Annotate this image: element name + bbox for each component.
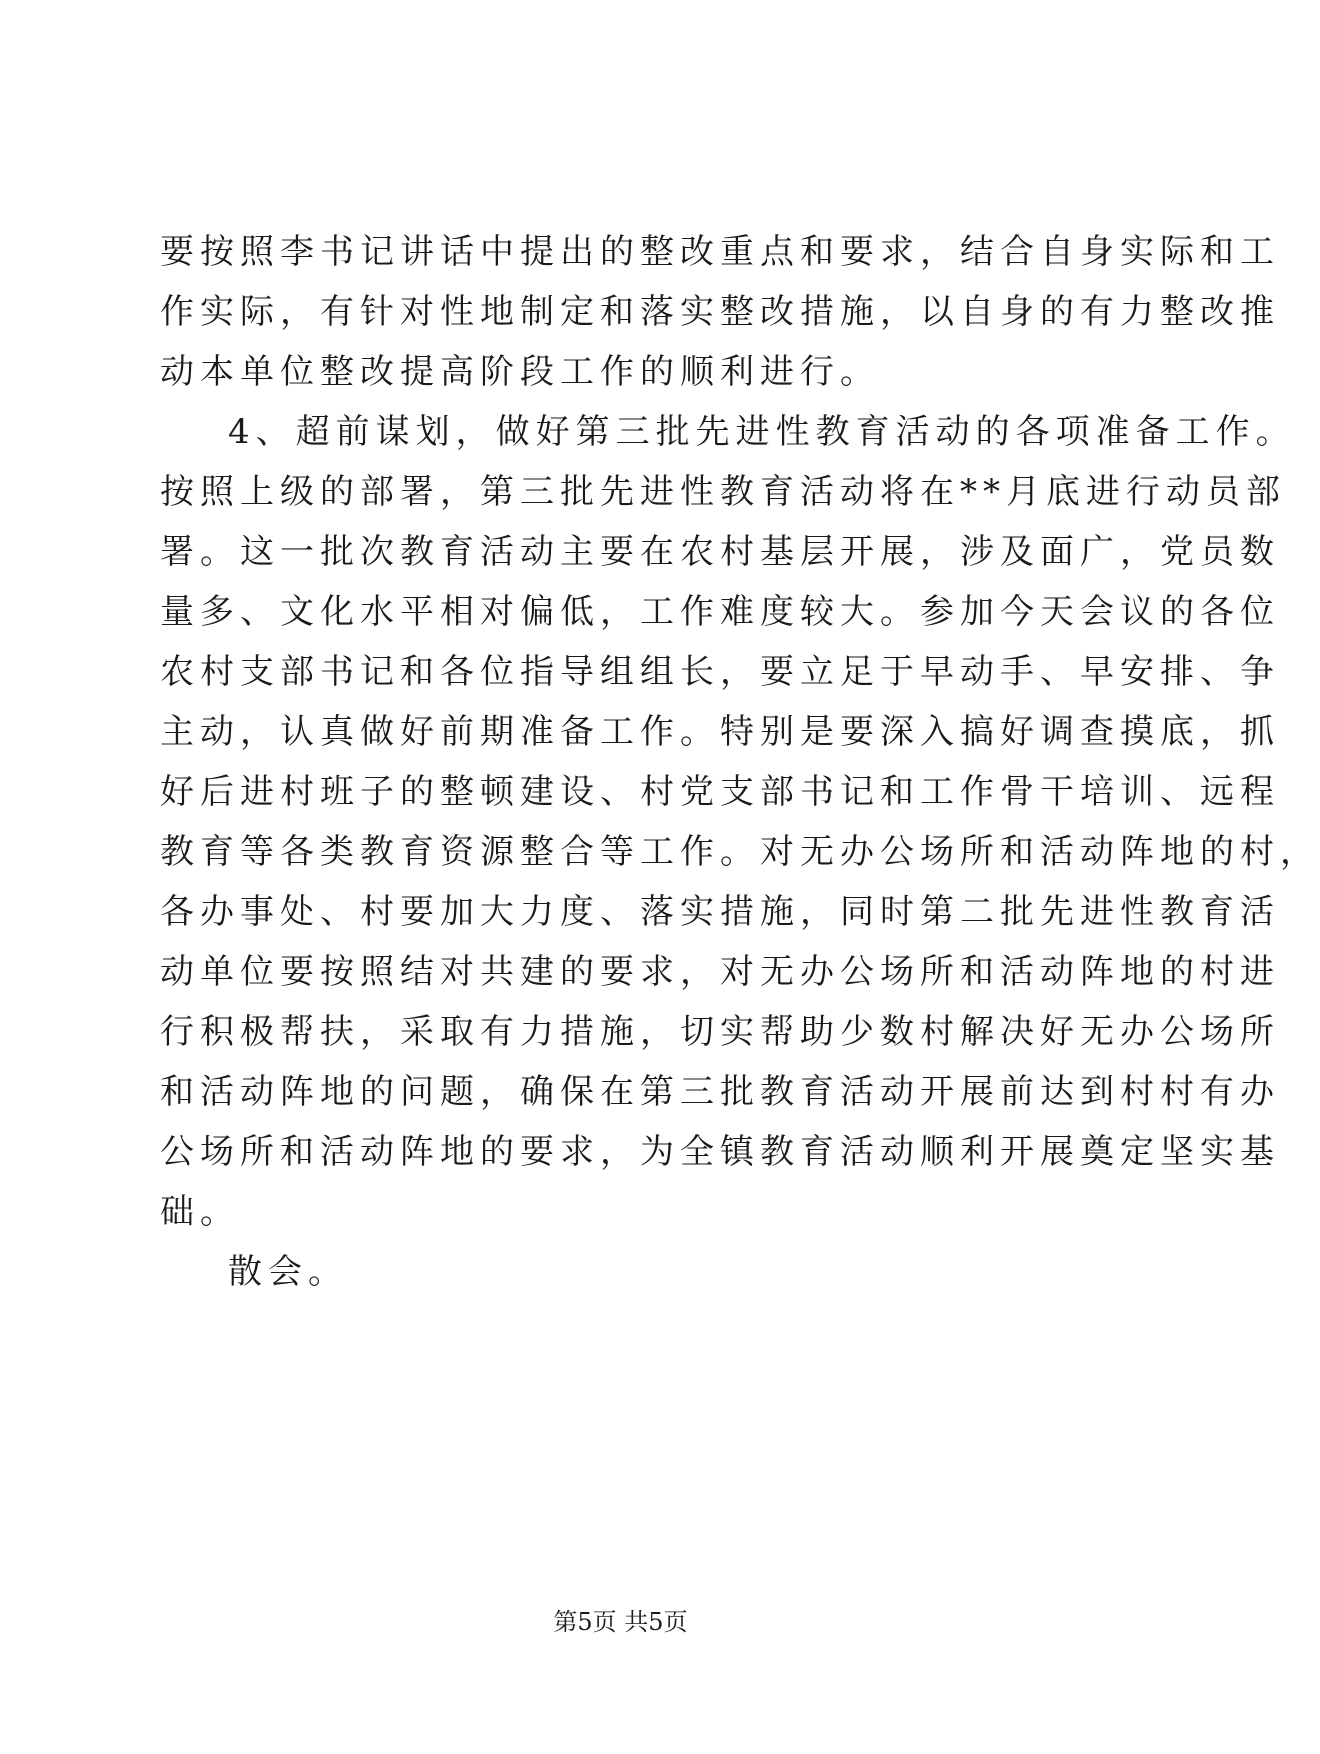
text-line: 主动，认真做好前期准备工作。特别是要深入搞好调查摸底，抓 [160,712,1280,752]
page-number: 第5页 共5页 [553,1608,688,1636]
text-line: 和活动阵地的问题，确保在第三批教育活动开展前达到村村有办 [160,1072,1280,1112]
text-line: 作实际，有针对性地制定和落实整改措施，以自身的有力整改推 [160,292,1280,332]
text-line: 动本单位整改提高阶段工作的顺利进行。 [160,352,880,392]
document-body [160,222,1320,1302]
text-line: 动单位要按照结对共建的要求，对无办公场所和活动阵地的村进 [160,952,1280,992]
page-footer [0,1607,1241,1637]
text-line: 按照上级的部署，第三批先进性教育活动将在**月底进行动员部 [160,472,1286,512]
text-line: 好后进村班子的整顿建设、村党支部书记和工作骨干培训、远程 [160,772,1280,812]
closing-line: 散会。 [228,1252,348,1292]
text-line: 要按照李书记讲话中提出的整改重点和要求，结合自身实际和工 [160,232,1280,272]
text-line: 础。 [160,1192,240,1232]
text-line: 署。这一批次教育活动主要在农村基层开展，涉及面广，党员数 [160,532,1280,572]
text-line: 量多、文化水平相对偏低，工作难度较大。参加今天会议的各位 [160,592,1280,632]
text-line: 农村支部书记和各位指导组组长，要立足于早动手、早安排、争 [160,652,1280,692]
text-line: 教育等各类教育资源整合等工作。对无办公场所和活动阵地的村， [160,832,1320,872]
text-line: 行积极帮扶，采取有力措施，切实帮助少数村解决好无办公场所 [160,1012,1280,1052]
paragraph-4-first-line: 4、超前谋划，做好第三批先进性教育活动的各项准备工作。 [228,412,1296,452]
text-line: 公场所和活动阵地的要求，为全镇教育活动顺利开展奠定坚实基 [160,1132,1280,1172]
text-line: 各办事处、村要加大力度、落实措施，同时第二批先进性教育活 [160,892,1280,932]
